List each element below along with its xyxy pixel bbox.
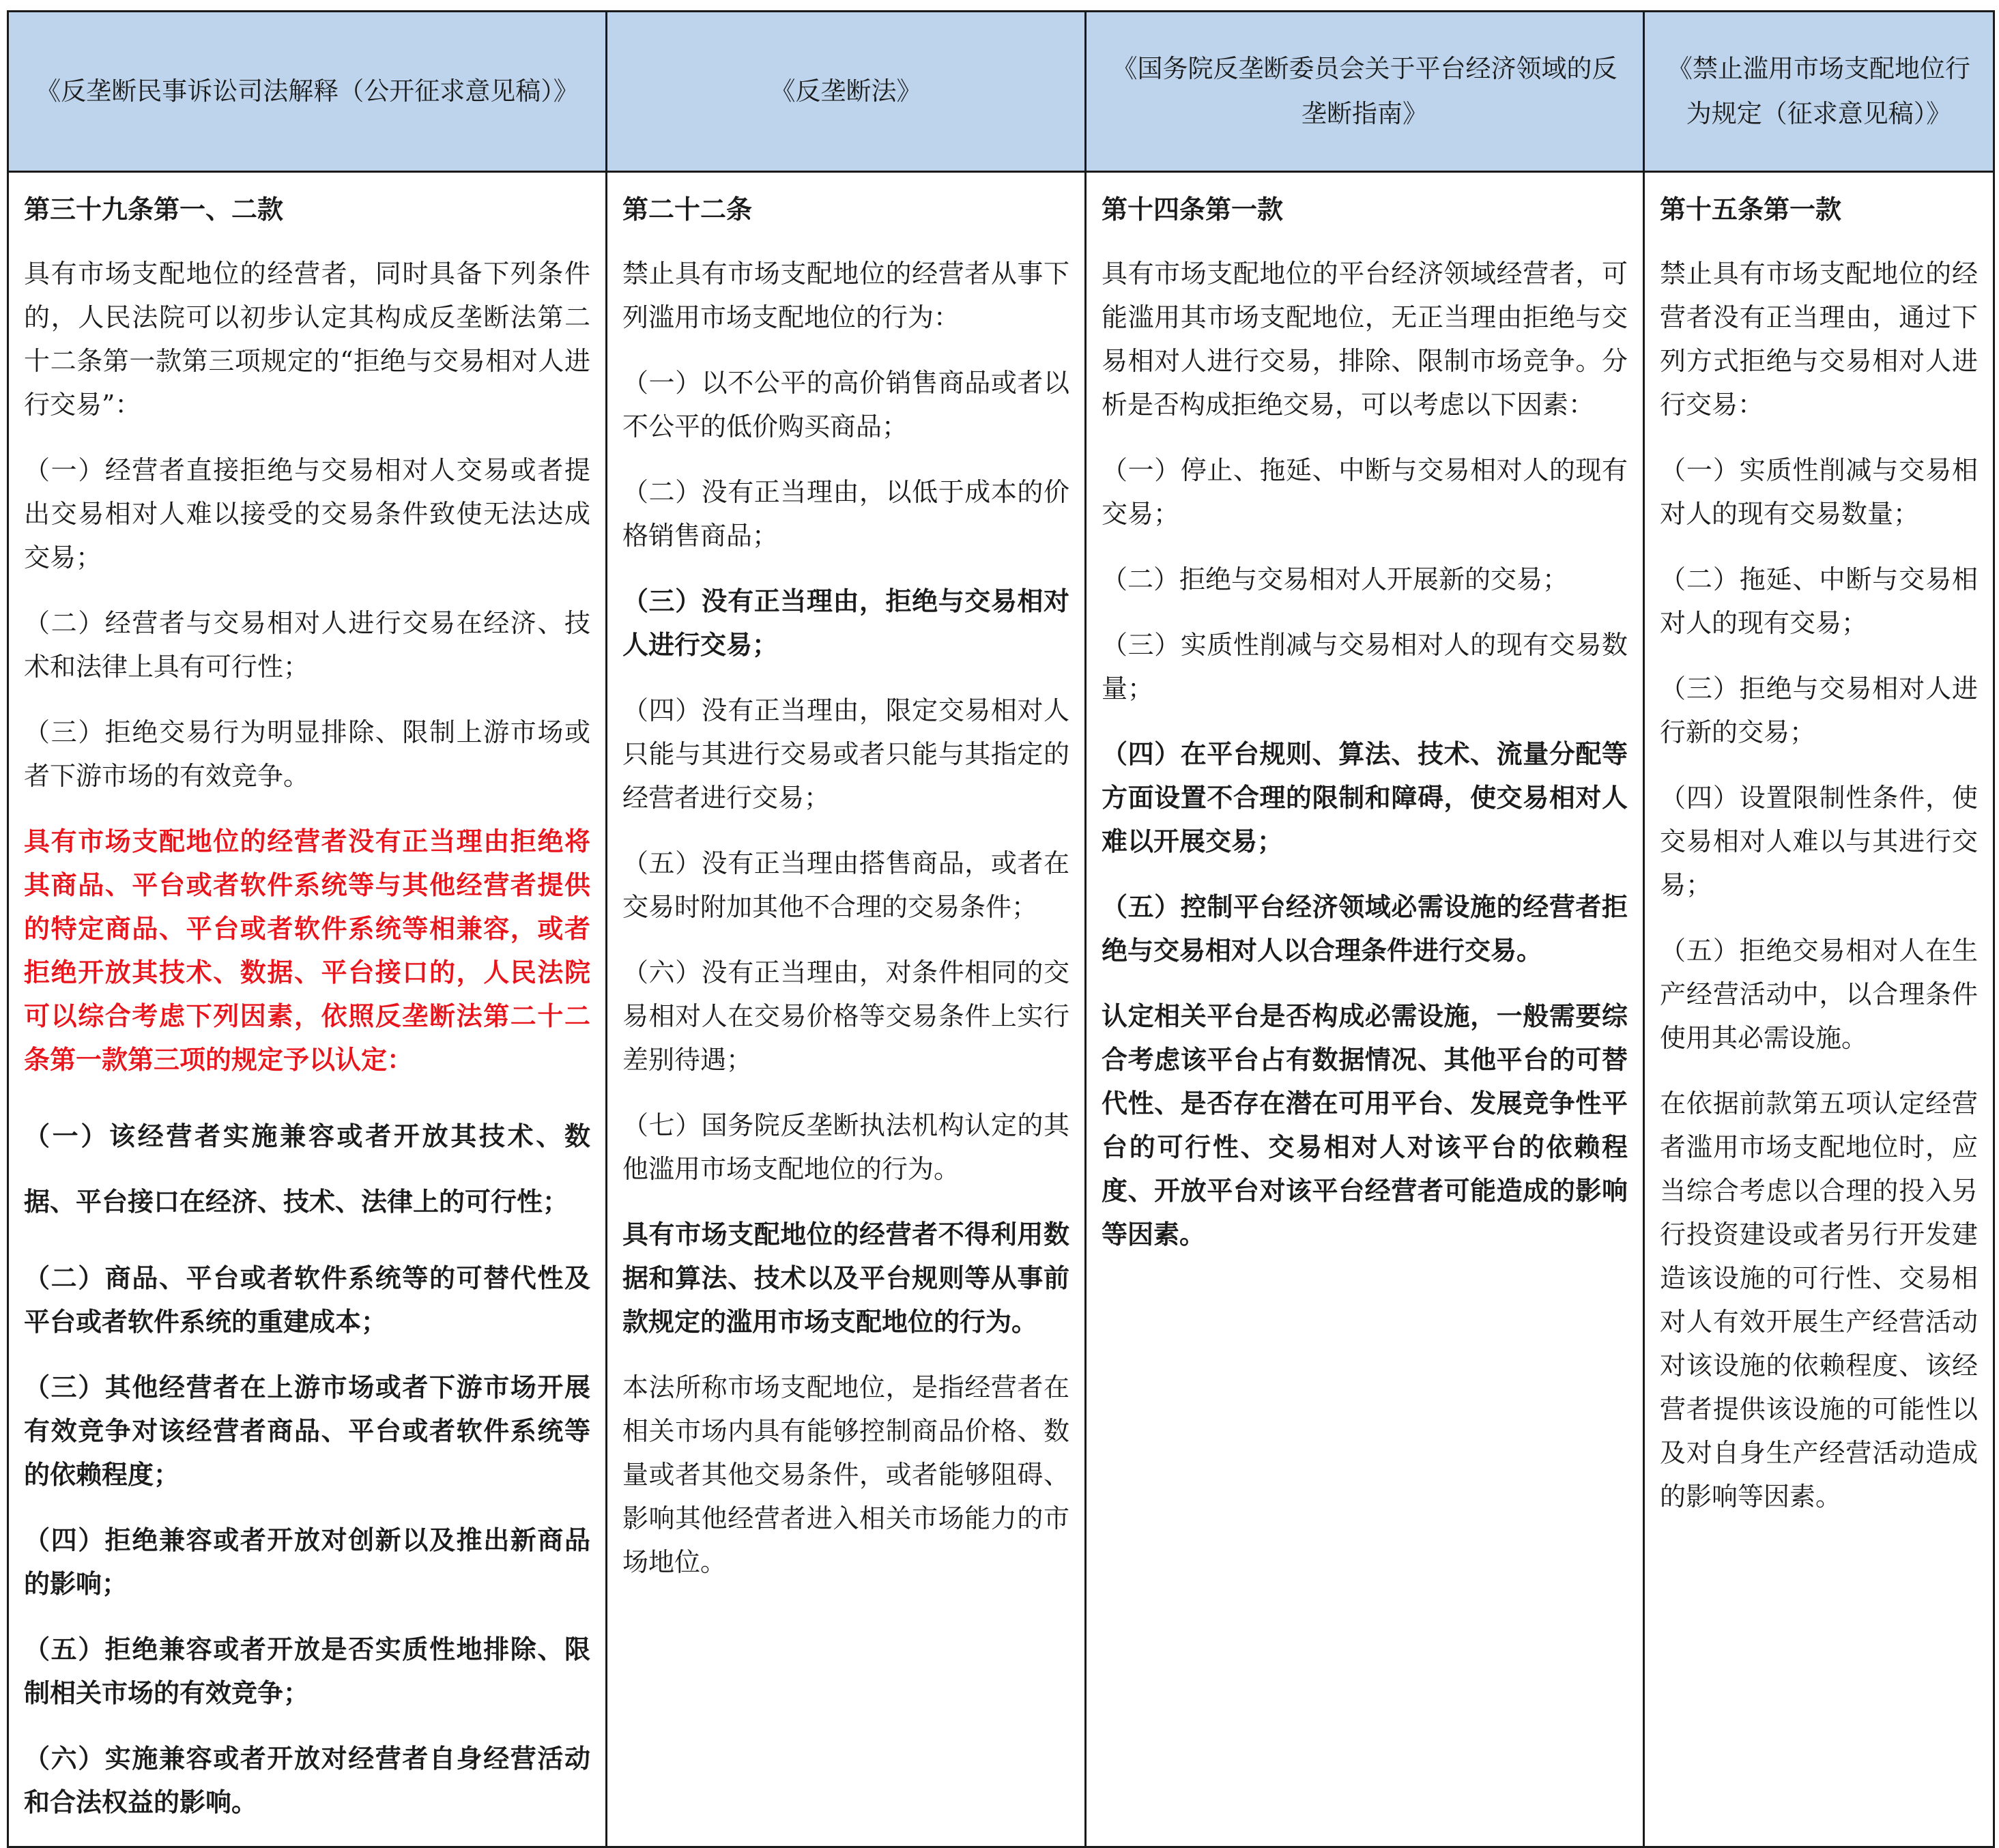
column-cell-abuse-regulations	[1644, 172, 1994, 1847]
provision-paragraph: 本法所称市场支配地位，是指经营者在相关市场内具有能够控制商品价格、数量或者其他交易条件，或者能够阻碍、影响其他经营者进入相关市场能力的市场地位。	[622, 1372, 1069, 1577]
provision-paragraph: （五）拒绝交易相对人在生产经营活动中，以合理条件使用其必需设施。	[1660, 936, 1978, 1053]
provision-paragraph: 具有市场支配地位的经营者，同时具备下列条件的，人民法院可以初步认定其构成反垄断法第二十二条第一款第三项规定的“拒绝与交易相对人进行交易”：	[24, 259, 590, 420]
provision-paragraph: 在依据前款第五项认定经营者滥用市场支配地位时，应当综合考虑以合理的投入另行投资建设或者另行开发建造该设施的可行性、交易相对人有效开展生产经营活动对该设施的依赖程度、该经营者提供该设施的可能性以及对自身生产经营活动造成的影响等因素。	[1660, 1088, 1978, 1512]
provision-paragraph: 具有市场支配地位的经营者不得利用数据和算法、技术以及平台规则等从事前款规定的滥用市场支配地位的行为。	[622, 1219, 1069, 1337]
provision-paragraph: （一）实质性削减与交易相对人的现有交易数量；	[1660, 455, 1978, 529]
provision-paragraph: （二）没有正当理由，以低于成本的价格销售商品；	[622, 477, 1069, 551]
article-reference: 第十四条第一款	[1102, 194, 1284, 225]
provision-paragraph: （四）拒绝兼容或者开放对创新以及推出新商品的影响；	[24, 1525, 590, 1599]
provision-paragraph: （五）拒绝兼容或者开放是否实质性地排除、限制相关市场的有效竞争；	[24, 1634, 590, 1708]
provision-paragraph: 禁止具有市场支配地位的经营者没有正当理由，通过下列方式拒绝与交易相对人进行交易：	[1660, 259, 1978, 420]
article-reference: 第十五条第一款	[1660, 194, 1842, 225]
article-reference: 第三十九条第一、二款	[24, 194, 284, 225]
provision-paragraph: （六）实施兼容或者开放对经营者自身经营活动和合法权益的影响。	[24, 1743, 590, 1817]
provision-paragraph: 禁止具有市场支配地位的经营者从事下列滥用市场支配地位的行为：	[622, 259, 1069, 332]
comparison-table	[7, 10, 1995, 1848]
provision-paragraph: 认定相关平台是否构成必需设施，一般需要综合考虑该平台占有数据情况、其他平台的可替代性、是否存在潜在可用平台、发展竞争性平台的可行性、交易相对人对该平台的依赖程度、开放平台对该平台经营者可能造成的影响等因素。	[1102, 1000, 1628, 1250]
provision-paragraph: （一）以不公平的高价销售商品或者以不公平的低价购买商品；	[622, 368, 1069, 442]
column-cell-platform-guidelines	[1086, 172, 1644, 1847]
provision-paragraph: （一）停止、拖延、中断与交易相对人的现有交易；	[1102, 455, 1628, 529]
provision-paragraph: （四）在平台规则、算法、技术、流量分配等方面设置不合理的限制和障碍，使交易相对人难以开展交易；	[1102, 738, 1628, 856]
provision-paragraph: 具有市场支配地位的经营者没有正当理由拒绝将其商品、平台或者软件系统等与其他经营者提供的特定商品、平台或者软件系统等相兼容，或者拒绝开放其技术、数据、平台接口的，人民法院可以综合考虑下列因素，依照反垄断法第二十二条第一款第三项的规定予以认定：	[24, 826, 590, 1075]
provision-paragraph: （五）没有正当理由搭售商品，或者在交易时附加其他不合理的交易条件；	[622, 848, 1069, 922]
column-cell-antimonopoly-law	[607, 172, 1086, 1847]
provision-paragraph: （三）其他经营者在上游市场或者下游市场开展有效竞争对该经营者商品、平台或者软件系统等的依赖程度；	[24, 1372, 590, 1490]
column-header-platform-guidelines: 《国务院反垄断委员会关于平台经济领域的反垄断指南》	[1086, 12, 1644, 172]
provision-paragraph: （三）拒绝交易行为明显排除、限制上游市场或者下游市场的有效竞争。	[24, 717, 590, 791]
provision-paragraph: （三）实质性削减与交易相对人的现有交易数量；	[1102, 630, 1628, 704]
provision-paragraph: （五）控制平台经济领域必需设施的经营者拒绝与交易相对人以合理条件进行交易。	[1102, 891, 1628, 966]
provision-paragraph: （六）没有正当理由，对条件相同的交易相对人在交易价格等交易条件上实行差别待遇；	[622, 957, 1069, 1075]
provision-paragraph: （三）没有正当理由，拒绝与交易相对人进行交易；	[622, 586, 1069, 660]
provision-paragraph: （二）经营者与交易相对人进行交易在经济、技术和法律上具有可行性；	[24, 608, 590, 682]
provision-paragraph: （四）没有正当理由，限定交易相对人只能与其进行交易或者只能与其指定的经营者进行交易；	[622, 695, 1069, 813]
article-reference: 第二十二条	[622, 194, 753, 225]
provision-paragraph: （四）设置限制性条件，使交易相对人难以与其进行交易；	[1660, 783, 1978, 900]
column-cell-judicial-interpretation	[8, 172, 607, 1847]
provision-paragraph: 具有市场支配地位的平台经济领域经营者，可能滥用其市场支配地位，无正当理由拒绝与交易相对人进行交易，排除、限制市场竞争。分析是否构成拒绝交易，可以考虑以下因素：	[1102, 259, 1628, 420]
provision-paragraph: （七）国务院反垄断执法机构认定的其他滥用市场支配地位的行为。	[622, 1110, 1069, 1184]
provision-paragraph: （二）拖延、中断与交易相对人的现有交易；	[1660, 564, 1978, 638]
column-header-abuse-regulations: 《禁止滥用市场支配地位行为规定（征求意见稿）》	[1644, 12, 1994, 172]
provision-paragraph: （二）拒绝与交易相对人开展新的交易；	[1102, 564, 1569, 594]
header-row	[8, 12, 1994, 172]
column-header-judicial-interpretation: 《反垄断民事诉讼司法解释（公开征求意见稿）》	[8, 12, 607, 172]
column-header-antimonopoly-law: 《反垄断法》	[607, 12, 1086, 172]
content-row	[8, 172, 1994, 1847]
provision-paragraph: （二）商品、平台或者软件系统等的可替代性及平台或者软件系统的重建成本；	[24, 1262, 590, 1337]
provision-paragraph: （一）经营者直接拒绝与交易相对人交易或者提出交易相对人难以接受的交易条件致使无法达成交易；	[24, 455, 590, 573]
provision-paragraph: （三）拒绝与交易相对人进行新的交易；	[1660, 674, 1978, 747]
provision-paragraph: （一）该经营者实施兼容或者开放其技术、数据、平台接口在经济、技术、法律上的可行性；	[24, 1121, 590, 1217]
